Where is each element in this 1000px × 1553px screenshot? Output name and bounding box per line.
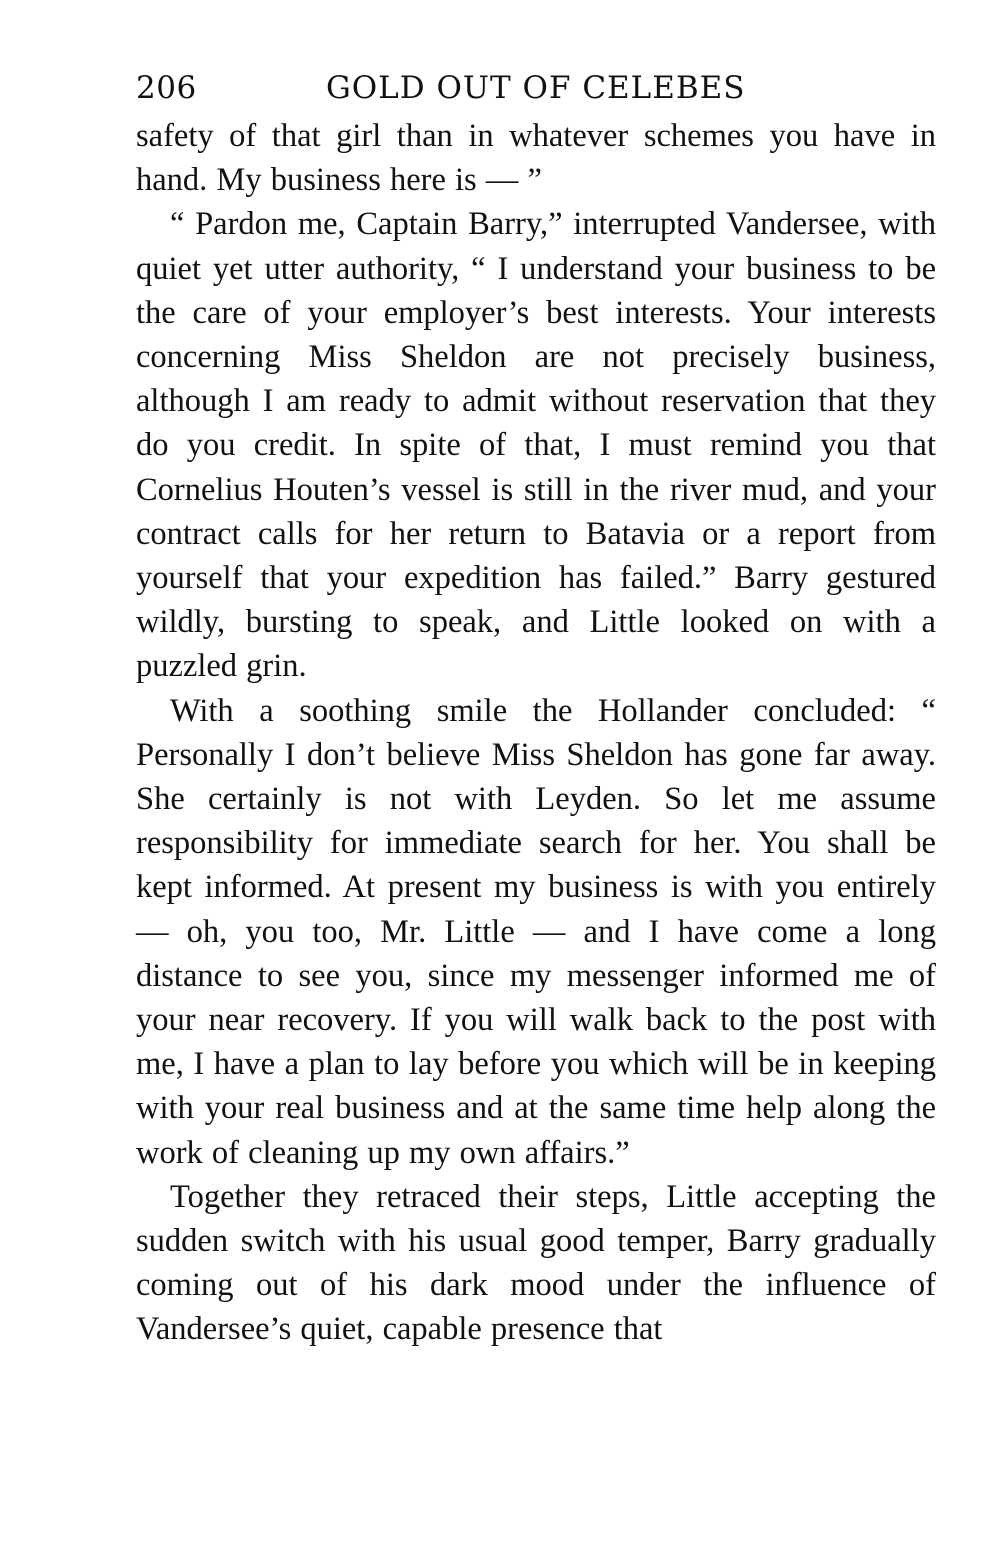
paragraph-continued: safety of that girl than in whatever schemes you have in hand. My business here is — ” [136, 118, 936, 199]
book-page [136, 62, 936, 1352]
paragraph: Together they retraced their steps, Little accepting the sudden switch with his usual good temper, Barry gradually coming out of his dark mood under the influence of Vandersee’s quiet, capable presence that [136, 1178, 936, 1348]
paragraph: “ Pardon me, Captain Barry,” interrupted Vandersee, with quiet yet utter authority, “ I understand your business to be the care of your employer’s best interests. Your interests concerning Miss Sheldon are not precisely business, although I am ready to admit without reservation that they do you credit. In spite of that, I must remind you that Cornelius Houten’s vessel is still in the river mud, and your contract calls for her return to Batavia or a report from yourself that your expedition has failed.” Barry gestured wildly, bursting to speak, and Little looked on with a puzzled grin. [136, 206, 936, 685]
running-head [136, 62, 936, 114]
page-number: 206 [136, 70, 197, 106]
body-text [136, 114, 936, 1352]
paragraph: With a soothing smile the Hollander concluded: “ Personally I don’t believe Miss Sheldon has gone far away. She certainly is not with Leyden. So let me assume responsibility for immediate search for her. You shall be kept informed. At present my business is with you entirely — oh, you too, Mr. Little — and I have come a long distance to see you, since my messenger informed me of your near recovery. If you will walk back to the post with me, I have a plan to lay before you which will be in keeping with your real business and at the same time help along the work of cleaning up my own affairs.” [136, 692, 936, 1171]
book-title: GOLD OUT OF CELEBES [326, 70, 746, 106]
